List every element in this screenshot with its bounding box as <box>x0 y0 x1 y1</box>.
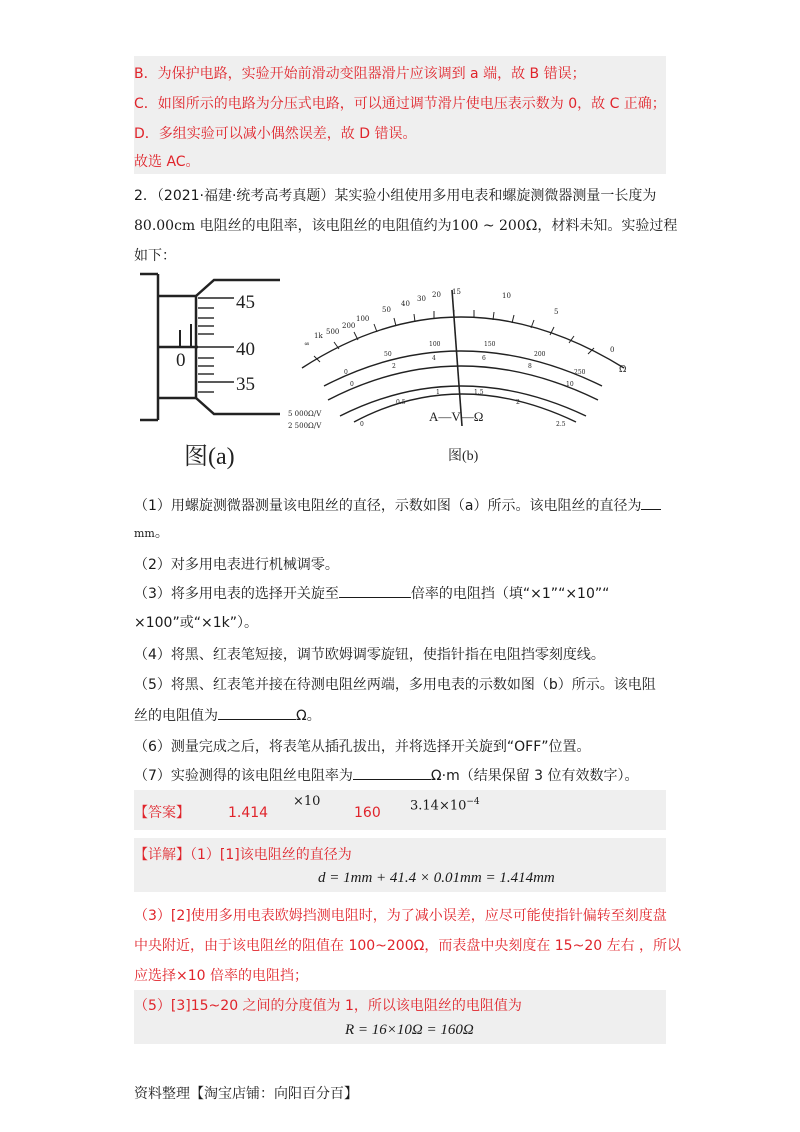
length-value: 80.00cm <box>134 218 196 234</box>
step-1-end: 。 <box>154 525 169 541</box>
multimeter-drawing <box>284 276 634 471</box>
ohm-label-30: 30 <box>417 295 426 303</box>
resistivity-blank[interactable] <box>353 765 431 780</box>
ac-label-0: 0 <box>350 381 354 388</box>
spec-5000: 5 000Ω/V <box>288 410 322 418</box>
answer-3: 160 <box>354 805 381 821</box>
option-d-explanation: D．多组实验可以减小偶然误差，故 D 错误。 <box>134 126 417 142</box>
step-7-unit: Ω·m <box>430 768 460 784</box>
dc-label-0: 0 <box>344 369 348 376</box>
detail-step-3-line1: （3）[2]使用多用电表欧姆挡测电阻时，为了减小误差，应尽可能使指针偏转至刻度盘 <box>134 908 667 924</box>
ohm-label-40: 40 <box>401 300 410 308</box>
tick-35: 35 <box>236 374 255 395</box>
answer-4-base: 3.14×10 <box>410 798 467 814</box>
answer-2: ×10 <box>293 794 321 809</box>
diameter-blank[interactable] <box>641 495 661 510</box>
ac-label-8: 8 <box>528 363 532 370</box>
ohm-label-500: 500 <box>326 328 340 336</box>
ohm-label-10: 10 <box>502 292 511 300</box>
ohm-label-15: 15 <box>452 288 461 296</box>
resistance-blank[interactable] <box>218 705 296 720</box>
dc-label-50: 50 <box>384 351 392 358</box>
answer-4-exponent: −4 <box>466 797 480 807</box>
detail-intro <box>134 845 352 865</box>
question-stem-line3: 如下： <box>134 248 176 264</box>
step-3-text-a: （3）将多用电表的选择开关旋至 <box>134 586 339 602</box>
ac-label-4: 4 <box>432 355 436 362</box>
micrometer-drawing <box>134 268 284 473</box>
answer-block <box>134 790 666 830</box>
ac-label-6: 6 <box>482 355 486 362</box>
tick-45: 45 <box>236 292 255 313</box>
step-5-text-b: 丝的电阻值为 <box>134 708 218 724</box>
step-7-end: （结果保留 3 位有效数字）。 <box>459 768 639 784</box>
step-3 <box>134 583 609 604</box>
ohm-label-100: 100 <box>356 315 370 323</box>
footer-credit: 资料整理【淘宝店铺：向阳百分百】 <box>134 1086 358 1102</box>
resistance-range: 100 ~ 200Ω <box>451 218 538 234</box>
step-5-end: 。 <box>306 708 321 724</box>
figure-a-caption: 图(a) <box>184 444 235 470</box>
ac-label-2: 2 <box>392 363 396 370</box>
low-label-0: 0 <box>360 421 364 428</box>
low-label-1: 1 <box>436 389 440 396</box>
ac-label-10: 10 <box>566 381 574 388</box>
step-7 <box>134 765 639 786</box>
spec-2500: 2 500Ω/V <box>288 422 322 430</box>
step-5: （5）将黑、红表笔并接在待测电阻丝两端，多用电表的示数如图（b）所示。该电阻 <box>134 677 656 693</box>
question-stem-line1: 2．（2021·福建·统考高考真题）某实验小组使用多用电表和螺旋测微器测量一长度为 <box>134 188 657 204</box>
dc-label-100: 100 <box>429 341 441 348</box>
needle <box>452 290 462 426</box>
answer-4 <box>410 792 480 816</box>
figure-b-caption: 图(b) <box>448 449 479 464</box>
step-2: （2）对多用电表进行机械调零。 <box>134 557 339 573</box>
step-1-text: （1）用螺旋测微器测量该电阻丝的直径，示数如图（a）所示。该电阻丝的直径为 <box>134 498 642 514</box>
multiplier-blank[interactable] <box>339 583 411 598</box>
ohm-label-1k: 1k <box>314 332 323 340</box>
ohm-label-20: 20 <box>432 291 441 299</box>
option-b-explanation: B．为保护电路，实验开始前滑动变阻器滑片应该调到 a 端，故 B 错误； <box>134 66 586 82</box>
step-3-cont: ×100”或“×1k”）。 <box>134 615 258 631</box>
step-5-unit: Ω <box>296 708 307 724</box>
step-5-cont <box>134 705 321 726</box>
dc-label-250: 250 <box>574 369 586 376</box>
mode-label: A—V—Ω <box>429 409 484 424</box>
detail-label: 【详解】 <box>134 847 190 863</box>
figure-a-micrometer <box>134 268 284 473</box>
step-1-cont <box>134 523 169 544</box>
answer-1: 1.414 <box>228 805 269 821</box>
ohm-unit: Ω <box>619 365 627 375</box>
detail-intro-text: （1）[1]该电阻丝的直径为 <box>190 847 352 863</box>
low-label-25: 2.5 <box>556 421 566 428</box>
stem-text: 电阻丝的电阻率，该电阻丝的电阻值约为 <box>195 218 452 234</box>
detail-step-3-line2: 中央附近，由于该电阻丝的阻值在 100~200Ω，而表盘中央刻度在 15~20 左右 ，所以 <box>134 938 682 954</box>
ohm-label-200: 200 <box>342 322 356 330</box>
tick-zero: 0 <box>176 350 186 371</box>
step-7-text-a: （7）实验测得的该电阻丝电阻率为 <box>134 768 353 784</box>
detail-step-5: （5）[3]15~20 之间的分度值为 1，所以该电阻丝的电阻值为 <box>134 998 522 1014</box>
figure-b-multimeter-dial <box>284 276 634 471</box>
resistance-formula: R = 16×10Ω = 160Ω <box>345 1022 474 1038</box>
stem-end: ，材料未知。实验过程 <box>537 218 678 234</box>
detail-step-3-line3: 应选择×10 倍率的电阻挡； <box>134 968 308 984</box>
ohm-label-50: 50 <box>382 306 391 314</box>
step-1 <box>134 495 661 516</box>
step-6: （6）测量完成之后，将表笔从插孔拔出，并将选择开关旋到“OFF”位置。 <box>134 739 591 755</box>
ohm-label-inf: ∞ <box>304 340 310 348</box>
low-label-05: 0.5 <box>396 399 406 406</box>
dc-label-200: 200 <box>534 351 546 358</box>
low-label-15: 1.5 <box>474 389 484 396</box>
conclusion: 故选 AC。 <box>134 154 200 170</box>
step-4: （4）将黑、红表笔短接，调节欧姆调零旋钮，使指针指在电阻挡零刻度线。 <box>134 647 605 663</box>
ohm-label-5: 5 <box>554 308 559 316</box>
tick-40: 40 <box>236 339 255 360</box>
step-3-text-b: 倍率的电阻挡（填“×1”“×10”“ <box>410 586 610 602</box>
answer-label: 【答案】 <box>134 805 190 821</box>
step-1-unit: mm <box>134 527 155 540</box>
low-label-2: 2 <box>516 399 520 406</box>
question-stem-line2 <box>134 216 677 236</box>
option-c-explanation: C．如图所示的电路为分压式电路，可以通过调节滑片使电压表示数为 0，故 C 正确； <box>134 96 666 112</box>
diameter-formula: d = 1mm + 41.4 × 0.01mm = 1.414mm <box>318 870 555 886</box>
dc-label-150: 150 <box>484 341 496 348</box>
ohm-label-0: 0 <box>610 346 615 354</box>
